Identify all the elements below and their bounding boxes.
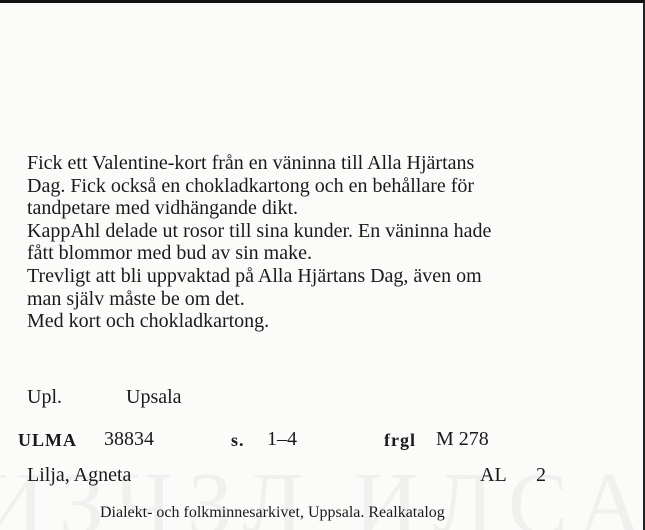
body-line: Fick ett Valentine-kort från en väninna till Alla Hjärtans — [27, 152, 475, 174]
code-number: 2 — [536, 464, 546, 486]
body-line: KappAhl delade ut rosor till sina kunder. En väninna hade — [27, 219, 492, 242]
ulma-label: ULMA — [18, 430, 77, 450]
body-line: fått blommor med bud av sin make. — [27, 242, 312, 265]
frgl-value: M 278 — [436, 428, 489, 450]
archive-footer: Dialekt- och folkminnesarkivet, Uppsala. Realkatalog — [100, 504, 445, 521]
region-label: Upl. — [27, 386, 62, 408]
page-label: s. — [231, 430, 245, 450]
card-body-text — [27, 152, 627, 333]
ulma-number: 38834 — [104, 428, 154, 450]
body-line: Dag. Fick också en chokladkartong och en behållare för — [27, 174, 475, 197]
region-place: Upsala — [126, 386, 182, 408]
body-line: tandpetare med vidhängande dikt. — [27, 197, 299, 220]
body-line: man själv måste be om det. — [27, 287, 245, 310]
code-prefix: AL — [480, 464, 507, 486]
body-line: Trevligt att bli uppvaktad på Alla Hjärtans Dag, även om — [27, 264, 482, 287]
frgl-label: frgl — [384, 430, 416, 450]
recorder-name: Lilja, Agneta — [27, 464, 132, 486]
page-range: 1–4 — [267, 428, 297, 450]
body-line: Med kort och chokladkartong. — [27, 310, 270, 333]
